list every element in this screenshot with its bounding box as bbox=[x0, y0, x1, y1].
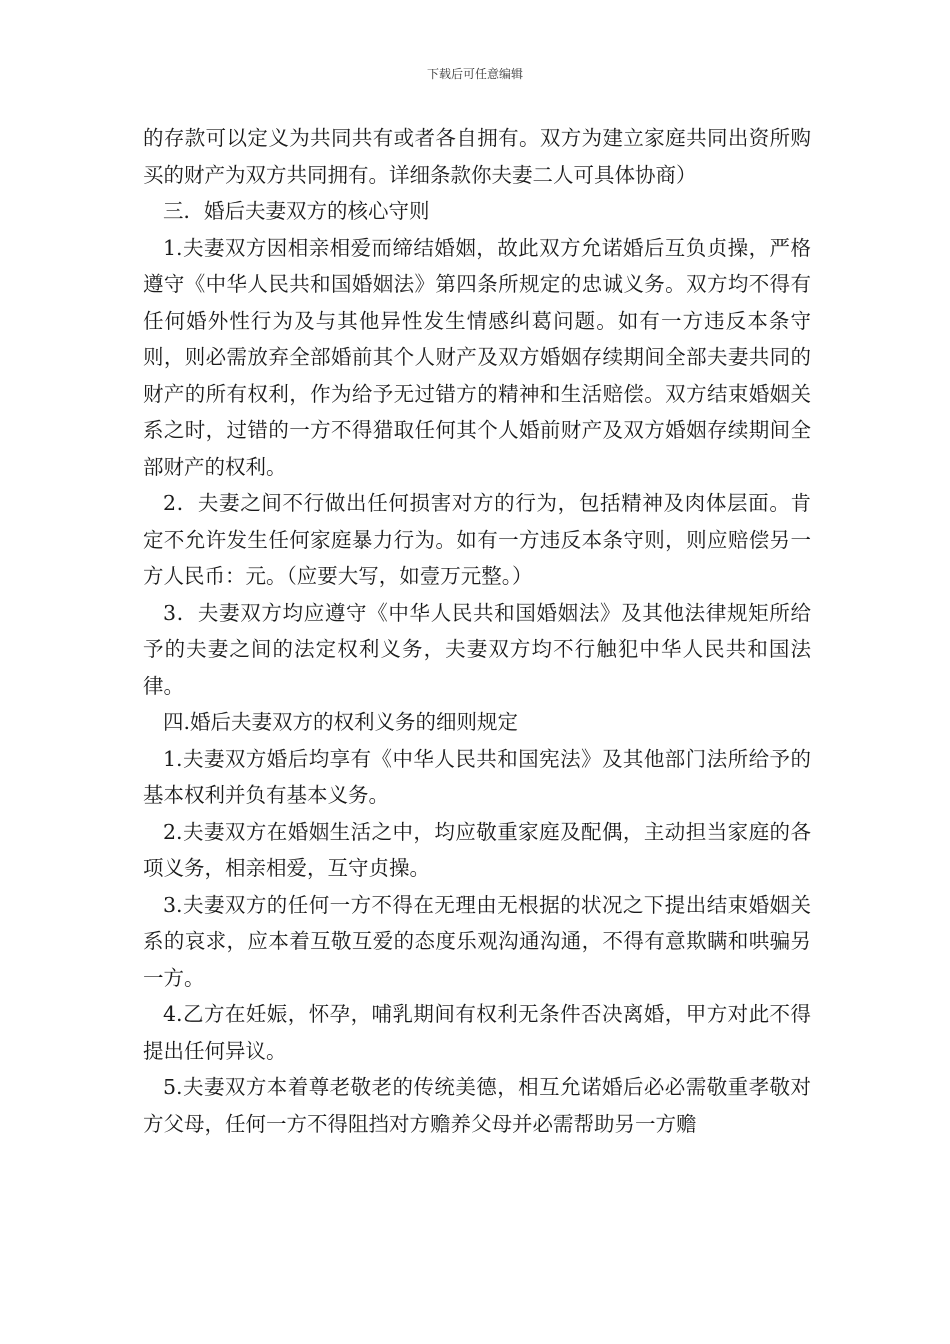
paragraph-4-2: 2.夫妻双方在婚姻生活之中，均应敬重家庭及配偶，主动担当家庭的各项义务，相亲相爱，互守贞操。 bbox=[143, 819, 811, 880]
section-heading-4: 四.婚后夫妻双方的权利义务的细则规定 bbox=[163, 710, 519, 734]
paragraph-4-5: 5.夫妻双方本着尊老敬老的传统美德，相互允诺婚后必必需敬重孝敬对方父母，任何一方不得阻挡对方赡养父母并必需帮助另一方赡 bbox=[143, 1075, 811, 1136]
paragraph-4-3: 3.夫妻双方的任何一方不得在无理由无根据的状况之下提出结束婚姻关系的哀求，应本着互敬互爱的态度乐观沟通沟通，不得有意欺瞒和哄骗另一方。 bbox=[143, 892, 811, 990]
page-header: 下载后可任意编辑 bbox=[426, 67, 523, 81]
section-heading-3: 三．婚后夫妻双方的核心守则 bbox=[163, 199, 430, 223]
paragraph-4-4: 4.乙方在妊娠，怀孕，哺乳期间有权利无条件否决离婚，甲方对此不得提出任何异议。 bbox=[143, 1002, 811, 1063]
paragraph-3-3: 3．夫妻双方均应遵守《中华人民共和国婚姻法》及其他法律规矩所给予的夫妻之间的法定权利义务，夫妻双方均不行触犯中华人民共和国法律。 bbox=[143, 600, 811, 698]
paragraph-3-1: 1.夫妻双方因相亲相爱而缔结婚姻，故此双方允诺婚后互负贞操，严格遵守《中华人民共和国婚姻法》第四条所规定的忠诚义务。双方均不得有任何婚外性行为及与其他异性发生情感纠葛问题。如有一方违反本条守则，则必需放弃全部婚前其个人财产及双方婚姻存续期间全部夫妻共同的财产的所有权利，作为给予无过错方的精神和生活赔偿。双方结束婚姻关系之时，过错的一方不得猎取任何其个人婚前财产及双方婚姻存续期间全部财产的权利。 bbox=[143, 235, 811, 479]
paragraph-4-1: 1.夫妻双方婚后均享有《中华人民共和国宪法》及其他部门法所给予的基本权利并负有基本义务。 bbox=[143, 746, 811, 807]
paragraph-3-2: 2．夫妻之间不行做出任何损害对方的行为，包括精神及肉体层面。肯定不允许发生任何家庭暴力行为。如有一方违反本条守则，则应赔偿另一方人民币：元。（应要大写，如壹万元整。） bbox=[143, 491, 811, 588]
document-body bbox=[143, 120, 811, 1142]
paragraph-1: 的存款可以定义为共同共有或者各自拥有。双方为建立家庭共同出资所购买的财产为双方共同拥有。详细条款你夫妻二人可具体协商） bbox=[143, 126, 811, 187]
